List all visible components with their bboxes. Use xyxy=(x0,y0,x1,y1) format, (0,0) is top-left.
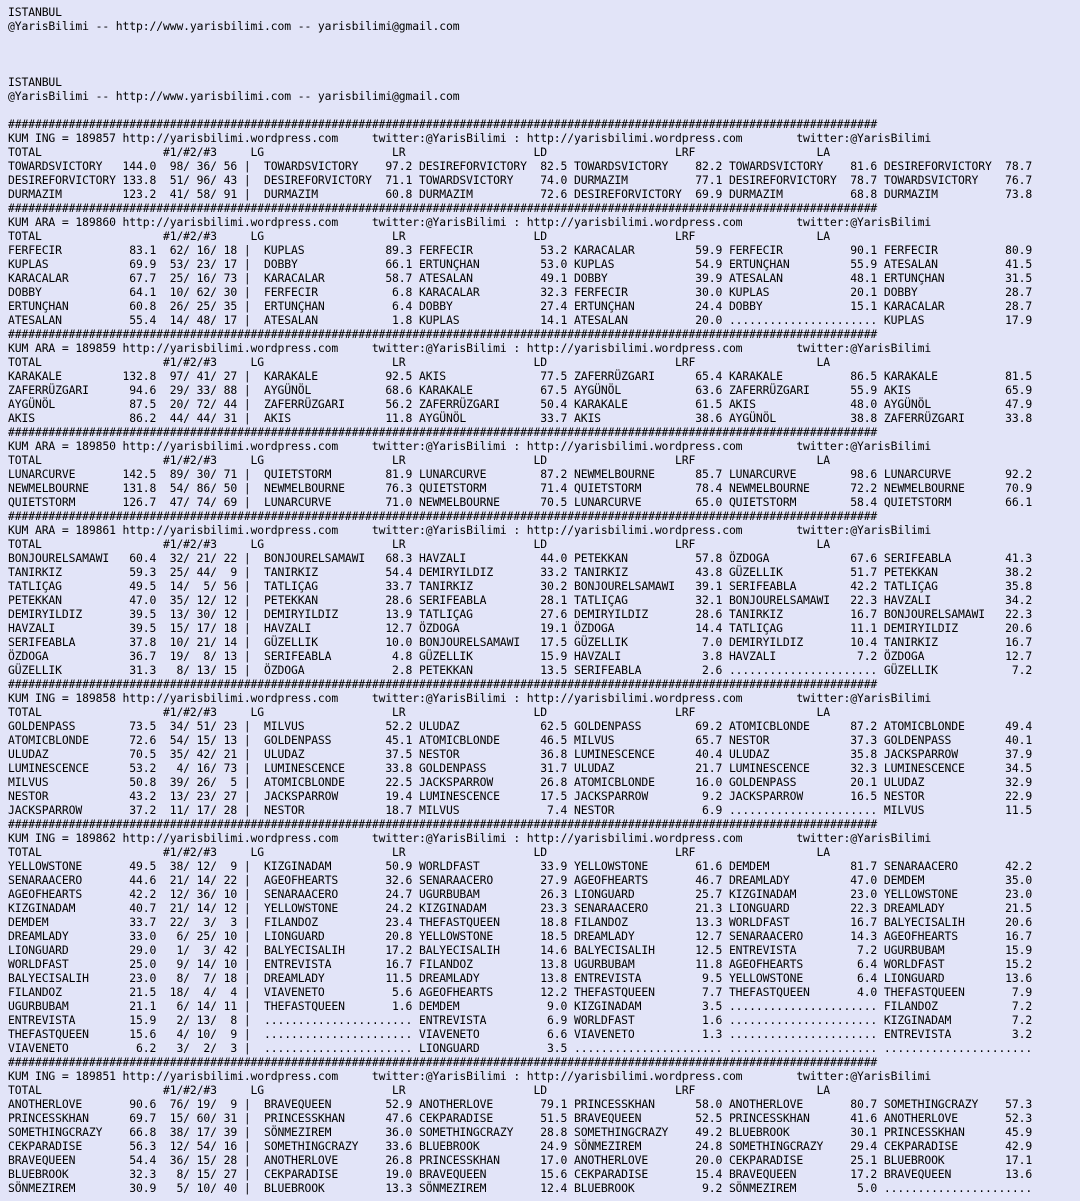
race-header-line: KUM ARA = 189850 http://yarisbilimi.wordpress.com twitter:@YarisBilimi : http://yarisbilimi.wordpress.com twitter:@YarisBilimi xyxy=(8,439,932,453)
result-row: SERIFEABLA 37.8 10/ 21/ 14 | GÜZELLIK 10.0 BONJOURELSAMAWI 17.5 GÜZELLIK 7.0 DEMIRYILDIZ 10.4 TANIRKIZ 16.7 xyxy=(8,635,1033,649)
result-row: BLUEBROOK 32.3 8/ 15/ 27 | CEKPARADISE 19.0 BRAVEQUEEN 15.6 CEKPARADISE 15.4 BRAVEQUEEN 17.2 BRAVEQUEEN 13.6 xyxy=(8,1167,1033,1181)
result-row: YELLOWSTONE 49.5 38/ 12/ 9 | KIZGINADAM 50.9 WORLDFAST 33.9 YELLOWSTONE 61.6 DEMDEM 81.7 SENARAACERO 42.2 xyxy=(8,859,1033,873)
result-row: QUIETSTORM 126.7 47/ 74/ 69 | LUNARCURVE 71.0 NEWMELBOURNE 70.5 LUNARCURVE 65.0 QUIETSTORM 58.4 QUIETSTORM 66.1 xyxy=(8,495,1033,509)
result-row: VIAVENETO 6.2 3/ 2/ 3 | ...................... LIONGUARD 3.5 ...................... ...................... ...................... xyxy=(8,1041,1033,1055)
column-header-line: TOTAL #1/#2/#3 LG LR LD LRF LA xyxy=(8,537,831,551)
race-header-line: KUM ARA = 189859 http://yarisbilimi.wordpress.com twitter:@YarisBilimi : http://yarisbilimi.wordpress.com twitter:@YarisBilimi xyxy=(8,341,932,355)
column-header-line: TOTAL #1/#2/#3 LG LR LD LRF LA xyxy=(8,845,831,859)
city-title: ISTANBUL xyxy=(8,5,62,19)
result-row: TATLIÇAG 49.5 14/ 5/ 56 | TATLIÇAG 33.7 TANIRKIZ 30.2 BONJOURELSAMAWI 39.1 SERIFEABLA 42.2 TATLIÇAG 35.8 xyxy=(8,579,1033,593)
result-row: BONJOURELSAMAWI 60.4 32/ 21/ 22 | BONJOURELSAMAWI 68.3 HAVZALI 44.0 PETEKKAN 57.8 ÖZDOGA 67.6 SERIFEABLA 41.3 xyxy=(8,551,1033,565)
result-row: TOWARDSVICTORY 144.0 98/ 36/ 56 | TOWARDSVICTORY 97.2 DESIREFORVICTORY 82.5 TOWARDSVICTORY 82.2 TOWARDSVICTORY 81.6 DESIREFORVICTORY 78.7 xyxy=(8,159,1033,173)
result-row: PRINCESSKHAN 69.7 15/ 60/ 31 | PRINCESSKHAN 47.6 CEKPARADISE 51.5 BRAVEQUEEN 52.5 PRINCESSKHAN 41.6 ANOTHERLOVE 52.3 xyxy=(8,1111,1033,1125)
race-header-line: KUM ING = 189858 http://yarisbilimi.wordpress.com twitter:@YarisBilimi : http://yarisbilimi.wordpress.com twitter:@YarisBilimi xyxy=(8,691,932,705)
column-header-line: TOTAL #1/#2/#3 LG LR LD LRF LA xyxy=(8,229,831,243)
result-row: DOBBY 64.1 10/ 62/ 30 | FERFECIR 6.8 KARACALAR 32.3 FERFECIR 30.0 KUPLAS 20.1 DOBBY 28.7 xyxy=(8,285,1033,299)
result-row: SENARAACERO 44.6 21/ 14/ 22 | AGEOFHEARTS 32.6 SENARAACERO 27.9 AGEOFHEARTS 46.7 DREAMLADY 47.0 DEMDEM 35.0 xyxy=(8,873,1033,887)
result-row: GÜZELLIK 31.3 8/ 13/ 15 | ÖZDOGA 2.8 PETEKKAN 13.5 SERIFEABLA 2.6 ...................... GÜZELLIK 7.2 xyxy=(8,663,1033,677)
result-row: HAVZALI 39.5 15/ 17/ 18 | HAVZALI 12.7 ÖZDOGA 19.1 ÖZDOGA 14.4 TATLIÇAG 11.1 DEMIRYILDIZ 20.6 xyxy=(8,621,1033,635)
race-header-line: KUM ARA = 189861 http://yarisbilimi.wordpress.com twitter:@YarisBilimi : http://yarisbilimi.wordpress.com twitter:@YarisBilimi xyxy=(8,523,932,537)
race-header-line: KUM ARA = 189860 http://yarisbilimi.wordpress.com twitter:@YarisBilimi : http://yarisbilimi.wordpress.com twitter:@YarisBilimi xyxy=(8,215,932,229)
separator-line: ################################################################################################################################# xyxy=(8,117,878,131)
result-row: PETEKKAN 47.0 35/ 12/ 12 | PETEKKAN 28.6 SERIFEABLA 28.1 TATLIÇAG 32.1 BONJOURELSAMAWI 22.3 HAVZALI 34.2 xyxy=(8,593,1033,607)
result-row: AKIS 86.2 44/ 44/ 31 | AKIS 11.8 AYGÜNÖL 33.7 AKIS 38.6 AYGÜNÖL 38.8 ZAFERRÜZGARI 33.8 xyxy=(8,411,1033,425)
result-row: BRAVEQUEEN 54.4 36/ 15/ 28 | ANOTHERLOVE 26.8 PRINCESSKHAN 17.0 ANOTHERLOVE 20.0 CEKPARADISE 25.1 BLUEBROOK 17.1 xyxy=(8,1153,1033,1167)
blank-line xyxy=(8,61,1080,75)
result-row: BALYECISALIH 23.0 8/ 7/ 18 | DREAMLADY 11.5 DREAMLADY 13.8 ENTREVISTA 9.5 YELLOWSTONE 6.4 LIONGUARD 13.6 xyxy=(8,971,1033,985)
blank-line xyxy=(8,103,1080,117)
city-title: ISTANBUL xyxy=(8,75,62,89)
result-row: KARACALAR 67.7 25/ 16/ 73 | KARACALAR 58.7 ATESALAN 49.1 DOBBY 39.9 ATESALAN 48.1 ERTUNÇHAN 31.5 xyxy=(8,271,1033,285)
result-row: MILVUS 50.8 39/ 26/ 5 | ATOMICBLONDE 22.5 JACKSPARROW 26.8 ATOMICBLONDE 16.0 GOLDENPASS 20.1 ULUDAZ 32.9 xyxy=(8,775,1033,789)
blank-line xyxy=(8,33,1080,47)
result-row: UGURBUBAM 21.1 6/ 14/ 11 | THEFASTQUEEN 1.6 DEMDEM 9.0 KIZGINADAM 3.5 ...................... FILANDOZ 7.2 xyxy=(8,999,1033,1013)
result-row: NESTOR 43.2 13/ 23/ 27 | JACKSPARROW 19.4 LUMINESCENCE 17.5 JACKSPARROW 9.2 JACKSPARROW 16.5 NESTOR 22.9 xyxy=(8,789,1033,803)
result-row: DREAMLADY 33.0 6/ 25/ 10 | LIONGUARD 20.8 YELLOWSTONE 18.5 DREAMLADY 12.7 SENARAACERO 14.3 AGEOFHEARTS 16.7 xyxy=(8,929,1033,943)
separator-line: ################################################################################################################################# xyxy=(8,201,878,215)
separator-line: ################################################################################################################################# xyxy=(8,425,878,439)
result-row: GOLDENPASS 73.5 34/ 51/ 23 | MILVUS 52.2 ULUDAZ 62.5 GOLDENPASS 69.2 ATOMICBLONDE 87.2 ATOMICBLONDE 49.4 xyxy=(8,719,1033,733)
column-header-line: TOTAL #1/#2/#3 LG LR LD LRF LA xyxy=(8,705,831,719)
separator-line: ################################################################################################################################# xyxy=(8,677,878,691)
separator-line: ################################################################################################################################# xyxy=(8,817,878,831)
result-row: SOMETHINGCRAZY 66.8 38/ 17/ 39 | SÖNMEZIREM 36.0 SOMETHINGCRAZY 28.8 SOMETHINGCRAZY 49.2 BLUEBROOK 30.1 PRINCESSKHAN 45.9 xyxy=(8,1125,1033,1139)
result-row: KARAKALE 132.8 97/ 41/ 27 | KARAKALE 92.5 AKIS 77.5 ZAFERRÜZGARI 65.4 KARAKALE 86.5 KARAKALE 81.5 xyxy=(8,369,1033,383)
result-row: ERTUNÇHAN 60.8 26/ 25/ 35 | ERTUNÇHAN 6.4 DOBBY 27.4 ERTUNÇHAN 24.4 DOBBY 15.1 KARACALAR 28.7 xyxy=(8,299,1033,313)
separator-line: ################################################################################################################################# xyxy=(8,509,878,523)
column-header-line: TOTAL #1/#2/#3 LG LR LD LRF LA xyxy=(8,1083,831,1097)
result-row: ZAFERRÜZGARI 94.6 29/ 33/ 88 | AYGÜNÖL 68.6 KARAKALE 67.5 AYGÜNÖL 63.6 ZAFERRÜZGARI 55.9 AKIS 65.9 xyxy=(8,383,1033,397)
race-header-line: KUM ING = 189851 http://yarisbilimi.wordpress.com twitter:@YarisBilimi : http://yarisbilimi.wordpress.com twitter:@YarisBilimi xyxy=(8,1069,932,1083)
result-row: LUMINESCENCE 53.2 4/ 16/ 73 | LUMINESCENCE 33.8 GOLDENPASS 31.7 ULUDAZ 21.7 LUMINESCENCE 32.3 LUMINESCENCE 34.5 xyxy=(8,761,1033,775)
race-header-line: KUM ING = 189857 http://yarisbilimi.wordpress.com twitter:@YarisBilimi : http://yarisbilimi.wordpress.com twitter:@YarisBilimi xyxy=(8,131,932,145)
result-row: ATESALAN 55.4 14/ 48/ 17 | ATESALAN 1.8 KUPLAS 14.1 ATESALAN 20.0 ...................... KUPLAS 17.9 xyxy=(8,313,1033,327)
contact-line: @YarisBilimi -- http://www.yarisbilimi.com -- yarisbilimi@gmail.com xyxy=(8,19,460,33)
separator-line: ################################################################################################################################# xyxy=(8,327,878,341)
result-row: AGEOFHEARTS 42.2 12/ 36/ 10 | SENARAACERO 24.7 UGURBUBAM 26.3 LIONGUARD 25.7 KIZGINADAM 23.0 YELLOWSTONE 23.0 xyxy=(8,887,1033,901)
result-row: SÖNMEZIREM 30.9 5/ 10/ 40 | BLUEBROOK 13.3 SÖNMEZIREM 12.4 BLUEBROOK 9.2 SÖNMEZIREM 5.0 ...................... xyxy=(8,1181,1033,1195)
result-row: LUNARCURVE 142.5 89/ 30/ 71 | QUIETSTORM 81.9 LUNARCURVE 87.2 NEWMELBOURNE 85.7 LUNARCURVE 98.6 LUNARCURVE 92.2 xyxy=(8,467,1033,481)
race-header-line: KUM ING = 189862 http://yarisbilimi.wordpress.com twitter:@YarisBilimi : http://yarisbilimi.wordpress.com twitter:@YarisBilimi xyxy=(8,831,932,845)
result-row: LIONGUARD 29.0 1/ 3/ 42 | BALYECISALIH 17.2 BALYECISALIH 14.6 BALYECISALIH 12.5 ENTREVISTA 7.2 UGURBUBAM 15.9 xyxy=(8,943,1033,957)
result-row: ANOTHERLOVE 90.6 76/ 19/ 9 | BRAVEQUEEN 52.9 ANOTHERLOVE 79.1 PRINCESSKHAN 58.0 ANOTHERLOVE 80.7 SOMETHINGCRAZY 57.3 xyxy=(8,1097,1033,1111)
result-row: DESIREFORVICTORY 133.8 51/ 96/ 43 | DESIREFORVICTORY 71.1 TOWARDSVICTORY 74.0 DURMAZIM 77.1 DESIREFORVICTORY 78.7 TOWARDSVICTORY 76.7 xyxy=(8,173,1033,187)
result-row: KUPLAS 69.9 53/ 23/ 17 | DOBBY 66.1 ERTUNÇHAN 53.0 KUPLAS 54.9 ERTUNÇHAN 55.9 ATESALAN 41.5 xyxy=(8,257,1033,271)
result-row: NEWMELBOURNE 131.8 54/ 86/ 50 | NEWMELBOURNE 76.3 QUIETSTORM 71.4 QUIETSTORM 78.4 NEWMELBOURNE 72.2 NEWMELBOURNE 70.9 xyxy=(8,481,1033,495)
result-row: ULUDAZ 70.5 35/ 42/ 21 | ULUDAZ 37.5 NESTOR 36.8 LUMINESCENCE 40.4 ULUDAZ 35.8 JACKSPARROW 37.9 xyxy=(8,747,1033,761)
result-row: AYGÜNÖL 87.5 20/ 72/ 44 | ZAFERRÜZGARI 56.2 ZAFERRÜZGARI 50.4 KARAKALE 61.5 AKIS 48.0 AYGÜNÖL 47.9 xyxy=(8,397,1033,411)
blank-line xyxy=(8,47,1080,61)
result-row: DEMDEM 33.7 22/ 3/ 3 | FILANDOZ 23.4 THEFASTQUEEN 18.8 FILANDOZ 13.3 WORLDFAST 16.7 BALYECISALIH 20.6 xyxy=(8,915,1033,929)
result-row: CEKPARADISE 56.3 12/ 54/ 16 | SOMETHINGCRAZY 33.6 BLUEBROOK 24.9 SÖNMEZIREM 24.8 SOMETHINGCRAZY 29.4 CEKPARADISE 42.9 xyxy=(8,1139,1033,1153)
result-row: JACKSPARROW 37.2 11/ 17/ 28 | NESTOR 18.7 MILVUS 7.4 NESTOR 6.9 ...................... MILVUS 11.5 xyxy=(8,803,1033,817)
result-row: TANIRKIZ 59.3 25/ 44/ 9 | TANIRKIZ 54.4 DEMIRYILDIZ 33.2 TANIRKIZ 43.8 GÜZELLIK 51.7 PETEKKAN 38.2 xyxy=(8,565,1033,579)
contact-line: @YarisBilimi -- http://www.yarisbilimi.com -- yarisbilimi@gmail.com xyxy=(8,89,460,103)
result-row: WORLDFAST 25.0 9/ 14/ 10 | ENTREVISTA 16.7 FILANDOZ 13.8 UGURBUBAM 11.8 AGEOFHEARTS 6.4 WORLDFAST 15.2 xyxy=(8,957,1033,971)
result-row: DURMAZIM 123.2 41/ 58/ 91 | DURMAZIM 60.8 DURMAZIM 72.6 DESIREFORVICTORY 69.9 DURMAZIM 68.8 DURMAZIM 73.8 xyxy=(8,187,1033,201)
column-header-line: TOTAL #1/#2/#3 LG LR LD LRF LA xyxy=(8,145,831,159)
result-row: ATOMICBLONDE 72.6 54/ 15/ 13 | GOLDENPASS 45.1 ATOMICBLONDE 46.5 MILVUS 65.7 NESTOR 37.3 GOLDENPASS 40.1 xyxy=(8,733,1033,747)
separator-line: ################################################################################################################################# xyxy=(8,1055,878,1069)
column-header-line: TOTAL #1/#2/#3 LG LR LD LRF LA xyxy=(8,453,831,467)
result-row: ÖZDOGA 36.7 19/ 8/ 13 | SERIFEABLA 4.8 GÜZELLIK 15.9 HAVZALI 3.8 HAVZALI 7.2 ÖZDOGA 12.7 xyxy=(8,649,1033,663)
result-row: DEMIRYILDIZ 39.5 13/ 30/ 12 | DEMIRYILDIZ 13.9 TATLIÇAG 27.6 DEMIRYILDIZ 28.6 TANIRKIZ 16.7 BONJOURELSAMAWI 22.3 xyxy=(8,607,1033,621)
result-row: THEFASTQUEEN 15.6 4/ 10/ 9 | ...................... VIAVENETO 6.6 VIAVENETO 1.3 ...................... ENTREVISTA 3.2 xyxy=(8,1027,1033,1041)
result-row: ENTREVISTA 15.9 2/ 13/ 8 | ...................... ENTREVISTA 6.9 WORLDFAST 1.6 ...................... KIZGINADAM 7.2 xyxy=(8,1013,1033,1027)
result-row: FILANDOZ 21.5 18/ 4/ 4 | VIAVENETO 5.6 AGEOFHEARTS 12.2 THEFASTQUEEN 7.7 THEFASTQUEEN 4.0 THEFASTQUEEN 7.9 xyxy=(8,985,1033,999)
column-header-line: TOTAL #1/#2/#3 LG LR LD LRF LA xyxy=(8,355,831,369)
result-row: KIZGINADAM 40.7 21/ 14/ 12 | YELLOWSTONE 24.2 KIZGINADAM 23.3 SENARAACERO 21.3 LIONGUARD 22.3 DREAMLADY 21.5 xyxy=(8,901,1033,915)
result-row: FERFECIR 83.1 62/ 16/ 18 | KUPLAS 89.3 FERFECIR 53.2 KARACALAR 59.9 FERFECIR 90.1 FERFECIR 80.9 xyxy=(8,243,1033,257)
